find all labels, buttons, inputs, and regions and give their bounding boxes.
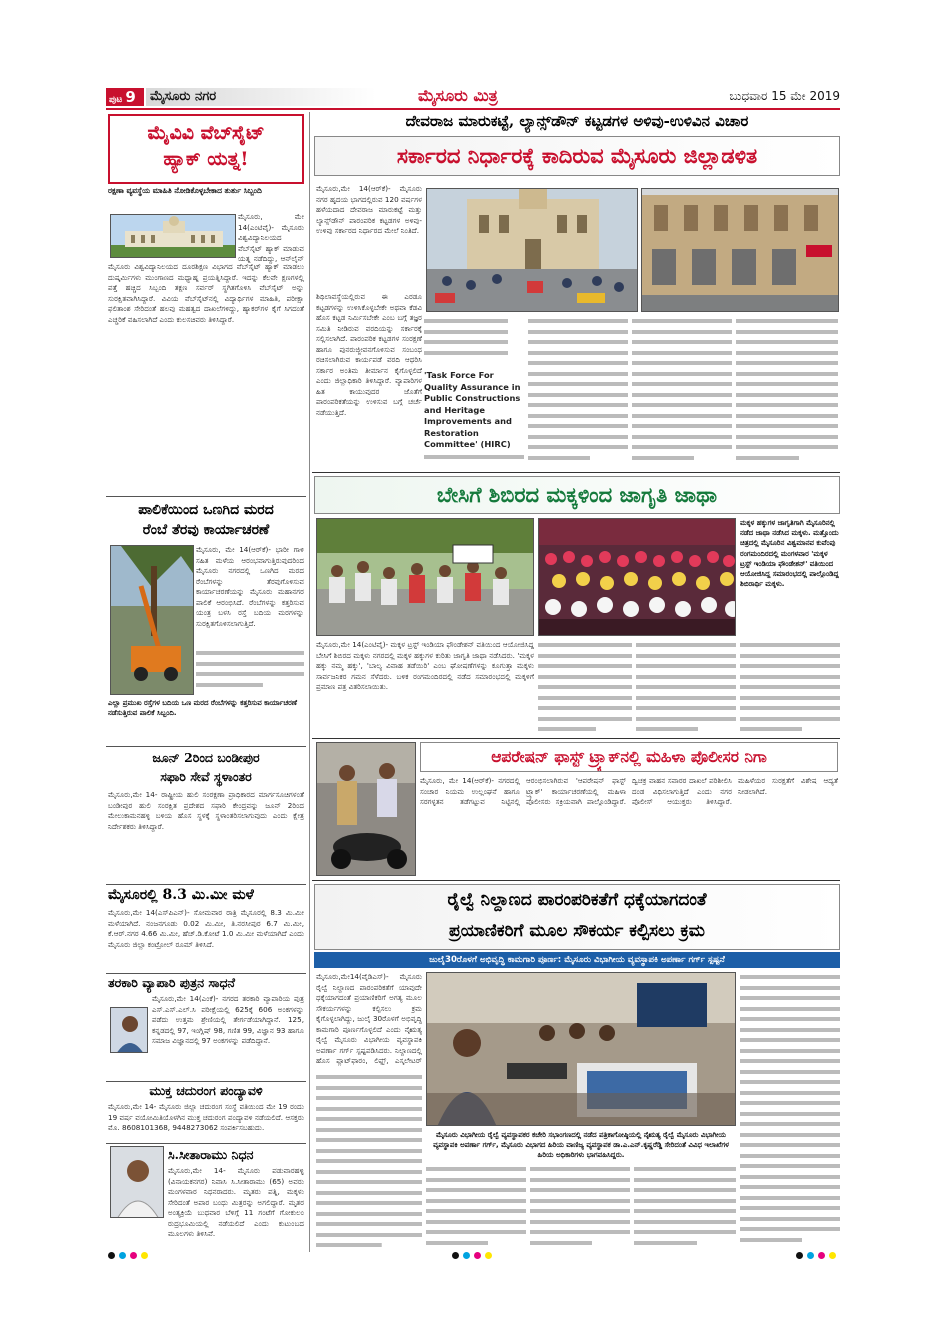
lead-body-col1: ಶಿಥಿಲಾವಸ್ಥೆಯಲ್ಲಿರುವ ಈ ಎರಡೂ ಕಟ್ಟಡಗಳನ್ನು ಉಳಿಸಿಕೊಳ್ಳಬೇಕೇ ಅಥವಾ ಕೆಡವಿ ಹೊಸ ಕಟ್ಟಡ ನಿರ್ಮಿಸಬೇಕೇ ಎಂಬ ಬಗ್ಗೆ ತಜ್ಞರ ಸಮಿತಿ ನೀಡಿರುವ ವರದಿಯನ್ನು ಸರ್ಕಾರಕ್ಕೆ ಸಲ್ಲಿಸಲಾಗಿದೆ. ಪಾರಂಪರಿಕ ಕಟ್ಟಡಗಳ ಸಂರಕ್ಷಣೆ ಹಾಗೂ ಪುನರುಜ್ಜೀವನಗೊಳಿಸುವ ಸಂಬಂಧ ರಚಿಸಲಾಗಿರುವ ಕಾರ್ಯಪಡೆ ವರದಿ ಆಧರಿಸಿ ಸರ್ಕಾರ ಅಂತಿಮ ತೀರ್ಮಾನ ಕೈಗೊಳ್ಳಲಿದೆ ಎಂದು ಜಿಲ್ಲಾಧಿಕಾರಿ ತಿಳಿಸಿದ್ದಾರೆ. ವ್ಯಾಪಾರಿಗಳ ಹಿತ ಕಾಯುವುದರ ಜೊತೆಗೆ ಪಾರಂಪರಿಕತೆಯನ್ನು ಉಳಿಸುವ ಬಗ್ಗೆ ಚರ್ಚೆ ನಡೆಯುತ್ತಿದೆ. [316, 292, 422, 417]
article-divider [106, 496, 306, 497]
bandipur-headline [108, 748, 304, 790]
market-crowd-illustration [427, 189, 638, 312]
tree-title-line2: ರೆಂಬೆ ತೆರವು ಕಾರ್ಯಾಚರಣೆ [142, 522, 270, 538]
vendor-title: ತರಕಾರಿ ವ್ಯಾಪಾರಿ ಪುತ್ರನ ಸಾಧನೆ [108, 975, 235, 990]
railway-strap: ಜುಲೈ30ರೊಳಗೆ ಅಭಿವೃದ್ಧಿ ಕಾಮಗಾರಿ ಪೂರ್ಣ: ಮೈಸೂರು ವಿಭಾಗೀಯ ವ್ಯವಸ್ಥಾಪಕಿ ಅಪರ್ಣಾ ಗರ್ಗ್ ಸ್ಪಷ್ಟನೆ [314, 952, 840, 968]
registration-marks-center [452, 1252, 492, 1260]
rally-caption: ಮಕ್ಕಳ ಹಕ್ಕುಗಳ ಜಾಗೃತಿಗಾಗಿ ಮೈಸೂರಿನಲ್ಲಿ ನಡೆದ ಜಾಥಾ ನಡೆಸಿದ ಮಕ್ಕಳು. ಮತ್ತೊಂದು ಚಿತ್ರದಲ್ಲಿ ಮೈಸೂರಿನ ವಿಶ್ವಮಾನವ ಕುವೆಂಪು ರಂಗಮಂದಿರದಲ್ಲಿ ಮಂಗಳವಾರ 'ಮಕ್ಕಳ ಟ್ರಸ್ಟ್ ಇಂಡಿಯಾ ಫೌಂಡೇಶನ್' ವತಿಯಿಂದ ಆಯೋಜಿಸಿದ್ದ ಸಮಾರಂಭದಲ್ಲಿ ಪಾಲ್ಗೊಂಡಿದ್ದ ಶಿಬಿರಾರ್ಥಿ ಮಕ್ಕಳು. [740, 519, 839, 589]
railway-body-col2 [426, 1164, 526, 1254]
article-divider [312, 472, 840, 473]
vendor-body: ಮೈಸೂರು,ಮೇ 14(ಎಂಕೆ)- ನಗರದ ತರಕಾರಿ ವ್ಯಾಪಾರಿಯ ಪುತ್ರ ಎಸ್.ಎಸ್.ಎಲ್.ಸಿ ಪರೀಕ್ಷೆಯಲ್ಲಿ 625ಕ್ಕೆ 606 ಅಂಕಗಳನ್ನು ಪಡೆದು ಉತ್ತಮ ಶ್ರೇಣಿಯಲ್ಲಿ ತೇರ್ಗಡೆಯಾಗಿದ್ದಾನೆ. 125, ಕನ್ನಡದಲ್ಲಿ 97, ಇಂಗ್ಲಿಷ್ 98, ಗಣಿತ 99, ವಿಜ್ಞಾನ 93 ಹಾಗೂ ಸಮಾಜ ವಿಜ್ಞಾನದಲ್ಲಿ 97 ಅಂಕಗಳನ್ನು ಪಡೆದಿದ್ದಾನೆ. [152, 994, 304, 1045]
police-body: ಮೈಸೂರು, ಮೇ 14(ಆರ್‌ಕೆ)- ನಗರದಲ್ಲಿ ಸಂಚಾರ ನಿಯಮ ಉಲ್ಲಂಘನೆ ಹಾಗೂ ಸರಗಳ್ಳತನ ತಡೆಗಟ್ಟುವ ನಿಟ್ಟಿನಲ್ಲಿ ಆರಂಭಿಸಲಾಗಿರುವ 'ಆಪರೇಷನ್ ಫಾಸ್ಟ್ ಟ್ರ್ಯಾಕ್' ಕಾರ್ಯಾಚರಣೆಯಲ್ಲಿ ಮಹಿಳಾ ಪೊಲೀಸರು ಸಕ್ರಿಯವಾಗಿ ಪಾಲ್ಗೊಂಡಿದ್ದಾರೆ. ದ್ವಿಚಕ್ರ ವಾಹನ ಸವಾರರ ದಾಖಲೆ ಪರಿಶೀಲಿಸಿ ದಂಡ ವಿಧಿಸಲಾಗುತ್ತಿದೆ ಎಂದು ನಗರ ಪೊಲೀಸ್ ಆಯುಕ್ತರು ತಿಳಿಸಿದ್ದಾರೆ. ಮಹಿಳೆಯರ ಸುರಕ್ಷತೆಗೆ ವಿಶೇಷ ಆದ್ಯತೆ ನೀಡಲಾಗಿದೆ. [420, 776, 838, 806]
section-name: ಮೈಸೂರು ನಗರ [146, 88, 376, 106]
registration-marks-right [796, 1252, 836, 1260]
railway-press-meet-photo [426, 972, 736, 1126]
page-number-box [106, 88, 144, 106]
lead-body-col5 [736, 316, 838, 470]
web-hack-title-line2: ಹ್ಯಾಕ್ ಯತ್ನ! [163, 148, 249, 170]
railway-title-box [314, 884, 840, 950]
university-building-illustration [111, 215, 236, 258]
railway-title-line2: ಪ್ರಯಾಣಿಕರಿಗೆ ಮೂಲ ಸೌಕರ್ಯ ಕಲ್ಪಿಸಲು ಕ್ರಮ [449, 921, 705, 941]
rally-title: ಬೇಸಿಗೆ ಶಿಬಿರದ ಮಕ್ಕಳಿಂದ ಜಾಗೃತಿ ಜಾಥಾ [436, 482, 718, 507]
bandipur-title-line1: ಜೂನ್ 2ರಿಂದ ಬಂಡೀಪುರ [152, 750, 260, 765]
tree-body-top: ಮೈಸೂರು, ಮೇ 14(ಆರ್‌ಕೆ)- ಭಾರೀ ಗಾಳಿ ಸಹಿತ ಮಳೆಯ ಆರಂಭವಾಗುತ್ತಿರುವುದರಿಂದ ಮೈಸೂರು ನಗರದಲ್ಲಿ ಒಣಗಿದ ಮರದ ರೆಂಬೆಗಳನ್ನು ತೆರವುಗೊಳಿಸುವ ಕಾರ್ಯಾಚರಣೆಯನ್ನು ಮೈಸೂರು ಮಹಾನಗರ ಪಾಲಿಕೆ ಆರಂಭಿಸಿದೆ. ರೆಂಬೆಗಳನ್ನು ಕತ್ತರಿಸುವ ಯಂತ್ರ ಬಳಸಿ ರಸ್ತೆ ಬದಿಯ ಮರಗಳನ್ನು ಸುರಕ್ಷಿತಗೊಳಿಸಲಾಗುತ್ತಿದೆ. [196, 545, 304, 628]
chess-body: ಮೈಸೂರು,ಮೇ 14- ಮೈಸೂರು ಜಿಲ್ಲಾ ಚದುರಂಗ ಸಂಸ್ಥೆ ವತಿಯಿಂದ ಮೇ 19 ರಂದು 19 ವರ್ಷ ವಯೋಮಿತಿಯೊಳಗಿನ ಮುಕ್ತ ಚದುರಂಗ ಪಂದ್ಯಾವಳಿ ನಡೆಯಲಿದೆ. ಆಸಕ್ತರು ಮೊ. 8608101368, 9448273062 ಸಂಪರ್ಕಿಸಬಹುದು. [108, 1102, 304, 1132]
issue-date: ಬುಧವಾರ 15 ಮೇ 2019 [729, 89, 840, 103]
lead-title-box [314, 136, 840, 176]
bandipur-body: ಮೈಸೂರು,ಮೇ 14- ರಾಷ್ಟ್ರೀಯ ಹುಲಿ ಸಂರಕ್ಷಣಾ ಪ್ರಾಧಿಕಾರದ ಮಾರ್ಗಸೂಚಿಗಳಂತೆ ಬಂಡೀಪುರ ಹುಲಿ ಸಂರಕ್ಷಿತ ಪ್ರದೇಶದ ಸಫಾರಿ ಕೇಂದ್ರವನ್ನು ಜೂನ್ 2ರಿಂದ ಮೇಲುಕಾಮನಹಳ್ಳಿ ಬಳಿಯ ಹೊಸ ಸ್ಥಳಕ್ಕೆ ಸ್ಥಳಾಂತರಿಸಲಾಗುವುದು ಎಂದು ಕ್ಷೇತ್ರ ನಿರ್ದೇಶಕರು ತಿಳಿಸಿದ್ದಾರೆ. [108, 790, 304, 831]
police-title-box [420, 742, 838, 772]
web-hack-title-box [108, 114, 304, 184]
women-police-photo [316, 742, 416, 876]
lead-body-col3 [528, 316, 628, 470]
web-hack-subtitle: ರಕ್ಷಣಾ ವ್ಯವಸ್ಥೆಯ ಮಾಹಿತಿ ನೋಡಿಕೊಳ್ಳಬೇಕಾದ ತುರ್ತು ಸಿಬ್ಬಂದಿ [108, 186, 262, 195]
rally-body-left: ಮೈಸೂರು,ಮೇ 14(ಎಂಟಿವೈ)- ಮಕ್ಕಳ ಟ್ರಸ್ಟ್ ಇಂಡಿಯಾ ಫೌಂಡೇಶನ್ ವತಿಯಿಂದ ಆಯೋಜಿಸಿದ್ದ ಬೇಸಿಗೆ ಶಿಬಿರದ ಮಕ್ಕಳು ನಗರದಲ್ಲಿ ಮಕ್ಕಳ ಹಕ್ಕುಗಳ ಕುರಿತು ಜಾಗೃತಿ ಜಾಥಾ ನಡೆಸಿದರು. 'ಮಕ್ಕಳ ಹಕ್ಕು ನಮ್ಮ ಹಕ್ಕು', 'ಬಾಲ್ಯ ವಿವಾಹ ತಡೆಯಿರಿ' ಎಂಬ ಘೋಷಣೆಗಳನ್ನು ಕೂಗುತ್ತಾ ಮಕ್ಕಳು ಸಾರ್ವಜನಿಕರ ಗಮನ ಸೆಳೆದರು. ಬಳಿಕ ರಂಗಮಂದಿರದಲ್ಲಿ ನಡೆದ ಸಮಾರಂಭದಲ್ಲಿ ಮಕ್ಕಳಿಗೆ ಪ್ರಮಾಣ ಪತ್ರ ವಿತರಿಸಲಾಯಿತು. [316, 640, 534, 691]
rally-body-col2 [538, 640, 632, 736]
page-header [106, 88, 840, 108]
lead-dateline: ಮೈಸೂರು,ಮೇ 14(ಆರ್‌ಕೆ)- ಮೈಸೂರು ನಗರ ಹೃದಯ ಭಾಗದಲ್ಲಿರುವ 120 ವರ್ಷಗಳ ಹಳೆಯದಾದ ದೇವರಾಜ ಮಾರುಕಟ್ಟೆ ಮತ್ತು ಲ್ಯಾನ್ಸ್‌ಡೌನ್ ಪಾರಂಪರಿಕ ಕಟ್ಟಡಗಳ ಅಳಿವು-ಉಳಿವು ಸರ್ಕಾರದ ನಿರ್ಧಾರದ ಮೇಲೆ ನಿಂತಿದೆ. [316, 184, 422, 235]
article-divider [312, 738, 840, 739]
lead-body-col2-top [424, 316, 508, 366]
heritage-building-illustration [642, 189, 839, 312]
rain-body: ಮೈಸೂರು,ಮೇ 14(ಎಸ್‌ಪಿಎನ್)- ಸೋಮವಾರ ರಾತ್ರಿ ಮೈಸೂರಲ್ಲಿ 8.3 ಮಿ.ಮೀ ಮಳೆಯಾಗಿದೆ. ನಂಜನಗೂಡು 0.02 ಮಿ.ಮೀ, ತಿ.ನರಸೀಪುರ 6.7 ಮಿ.ಮೀ, ಕೆ.ಆರ್.ನಗರ 4.66 ಮಿ.ಮೀ, ಹೆಚ್.ಡಿ.ಕೋಟೆ 1.0 ಮಿ.ಮೀ ಮಳೆಯಾಗಿದೆ ಎಂದು ಮೈಸೂರು ಜಿಲ್ಲಾ ಕಂಟ್ರೋಲ್ ರೂಮ್ ತಿಳಿಸಿದೆ. [108, 908, 304, 949]
children-march-illustration [317, 519, 534, 636]
railway-body-right [740, 972, 840, 1254]
rally-body-col3 [636, 640, 736, 736]
student-photo [110, 1007, 148, 1053]
lead-body-col4 [632, 316, 732, 470]
lansdowne-building-photo [641, 188, 839, 312]
rally-march-photo [316, 518, 534, 636]
registration-marks-left [108, 1252, 148, 1260]
obituary-body: ಮೈಸೂರು,ಮೇ 14- ಮೈಸೂರು ಪಡುವಾರಹಳ್ಳಿ (ವಿನಾಯಕನಗರ) ನಿವಾಸಿ ಸಿ.ಸೀತಾರಾಮು (65) ಅವರು ಮಂಗಳವಾರ ನಿಧನರಾದರು. ಮೃತರು ಪತ್ನಿ, ಮಕ್ಕಳು ಸೇರಿದಂತೆ ಅಪಾರ ಬಂಧು ಮಿತ್ರರನ್ನು ಅಗಲಿದ್ದಾರೆ. ಮೃತರ ಅಂತ್ಯಕ್ರಿಯೆ ಬುಧವಾರ ಬೆಳಿಗ್ಗೆ 11 ಗಂಟೆಗೆ ಗೋಕುಲಂ ರುದ್ರಭೂಮಿಯಲ್ಲಿ ನಡೆಯಲಿದೆ ಎಂದು ಕುಟುಂಬದ ಮೂಲಗಳು ತಿಳಿಸಿವೆ. [168, 1166, 304, 1238]
rain-title: ಮೈಸೂರಲ್ಲಿ 8.3 ಮಿ.ಮೀ ಮಳೆ [108, 887, 254, 903]
railway-body-col1 [316, 1072, 422, 1254]
elderly-man-portrait [111, 1147, 164, 1218]
web-hack-title-line1: ಮೈವಿವಿ ವೆಬ್‍ಸೈಟ್ [147, 122, 265, 144]
railway-caption: ಮೈಸೂರು ವಿಭಾಗೀಯ ರೈಲ್ವೆ ವ್ಯವಸ್ಥಾಪಕರ ಕಚೇರಿ ಸಭಾಂಗಣದಲ್ಲಿ ನಡೆದ ಪತ್ರಿಕಾಗೋಷ್ಠಿಯಲ್ಲಿ ನೈಋತ್ಯ ರೈಲ್ವೆ ಮೈಸೂರು ವಿಭಾಗೀಯ ವ್ಯವಸ್ಥಾಪಕಿ ಅಪರ್ಣಾ ಗರ್ಗ್, ಮೈಸೂರು ವಿಭಾಗದ ಹಿರಿಯ ವಾಣಿಜ್ಯ ವ್ಯವಸ್ಥಾಪಕ ಡಾ.ಎ.ಎನ್.ಕೃಷ್ಣರೆಡ್ಡಿ ಸೇರಿದಂತೆ ವಿವಿಧ ಇಲಾಖೆಗಳ ಹಿರಿಯ ಅಧಿಕಾರಿಗಳು ಭಾಗವಹಿಸಿದ್ದರು. [433, 1131, 729, 1159]
lead-title: ಸರ್ಕಾರದ ನಿರ್ಧಾರಕ್ಕೆ ಕಾದಿರುವ ಮೈಸೂರು ಜಿಲ್ಲಾಡಳಿತ [396, 143, 758, 168]
lead-kicker: ದೇವರಾಜ ಮಾರುಕಟ್ಟೆ, ಲ್ಯಾನ್ಸ್‌ಡೌನ್ ಕಟ್ಟಡಗಳ ಅಳಿವು-ಉಳಿವಿನ ವಿಚಾರ [405, 112, 749, 130]
auditorium-audience-illustration [539, 519, 736, 636]
article-divider [106, 1143, 306, 1144]
article-divider [106, 746, 306, 747]
crane-truck-illustration [111, 546, 194, 695]
railway-body-intro: ಮೈಸೂರು,ಮೇ14(ವೈಡಿಎಸ್)- ಮೈಸೂರು ರೈಲ್ವೆ ನಿಲ್ದಾಣದ ಪಾರಂಪರಿಕತೆಗೆ ಯಾವುದೇ ಧಕ್ಕೆಯಾಗದಂತೆ ಪ್ರಯಾಣಿಕರಿಗೆ ಅಗತ್ಯ ಮೂಲ ಸೌಕರ್ಯಗಳನ್ನು ಕಲ್ಪಿಸಲು ಕ್ರಮ ಕೈಗೊಳ್ಳಲಾಗಿದ್ದು, ಜುಲೈ 30ರೊಳಗೆ ಅಭಿವೃದ್ಧಿ ಕಾಮಗಾರಿ ಪೂರ್ಣಗೊಳ್ಳಲಿದೆ ಎಂದು ನೈಋತ್ಯ ರೈಲ್ವೆ ಮೈಸೂರು ವಿಭಾಗೀಯ ವ್ಯವಸ್ಥಾಪಕಿ ಅಪರ್ಣಾ ಗರ್ಗ್ ಸ್ಪಷ್ಟಪಡಿಸಿದರು. ನಿಲ್ದಾಣದಲ್ಲಿ ಹೊಸ ಪ್ಲಾಟ್‌ಫಾರಂ, ಲಿಫ್ಟ್, ಎಸ್ಕಲೇಟರ್ [316, 972, 422, 1065]
column-divider [309, 112, 310, 1252]
rally-title-box [314, 476, 840, 514]
police-checking-illustration [317, 743, 416, 876]
web-hack-body: ಮೈಸೂರು ವಿಶ್ವವಿದ್ಯಾನಿಲಯದ ದೂರಶಿಕ್ಷಣ ವಿಭಾಗದ ವೆಬ್‍ಸೈಟ್ ಹ್ಯಾಕ್ ಮಾಡಲು ದುಷ್ಕರ್ಮಿಗಳು ಮುಂಗಾಣದ ಮಧ್ಯಾಹ್ನ ಪ್ರಯತ್ನಿಸಿದ್ದಾರೆ. ಇದನ್ನು ಕೆಲವೇ ಕ್ಷಣಗಳಲ್ಲಿ ಪತ್ತೆ ಹಚ್ಚಿದ ಸಿಬ್ಬಂದಿ ತಕ್ಷಣ ಸರ್ವರ್ ಸ್ಥಗಿತಗೊಳಿಸಿ ವೆಬ್‍ಸೈಟ್ ಅನ್ನು ಸುರಕ್ಷಿತವಾಗಿಸಿದ್ದಾರೆ. ವಿವಿಯ ವೆಬ್‍ಸೈಟ್‍ನಲ್ಲಿ ವಿದ್ಯಾರ್ಥಿಗಳ ಮಾಹಿತಿ, ಪರೀಕ್ಷಾ ಫಲಿತಾಂಶ ಸೇರಿದಂತೆ ಹಲವು ಮಹತ್ವದ ದಾಖಲೆಗಳಿದ್ದು, ಹ್ಯಾಕರ್‌ಗಳ ಕೈಗೆ ಸಿಗದಂತೆ ಎಚ್ಚರಿಕೆ ವಹಿಸಲಾಗಿದೆ ಎಂದು ಕುಲಸಚಿವರು ತಿಳಿಸಿದ್ದಾರೆ. [108, 262, 304, 324]
masthead: ಮೈಸೂರು ಮಿತ್ರ [418, 86, 498, 105]
web-hack-dateline: ಮೈಸೂರು, ಮೇ 14(ಎಂಟಿವೈ)- ಮೈಸೂರು ವಿಶ್ವವಿದ್ಯಾನಿಲಯದ ವೆಬ್‍ಸೈಟ್ ಹ್ಯಾಕ್ ಮಾಡುವ ಯತ್ನ ನಡೆದಿದ್ದು, ಆನ್‍ಲೈನ್ [238, 212, 304, 263]
obituary-title: ಸಿ.ಸೀತಾರಾಮು ನಿಧನ [168, 1147, 254, 1162]
railway-body-col4 [634, 1164, 736, 1254]
lead-pullquote: 'Task Force For Quality Assurance in Public Constructions and Heritage Improvements and Restoration Committee' (HIRC) [424, 370, 521, 449]
page-label: ಪುಟ [109, 95, 123, 105]
tree-title-line1: ಪಾಲಿಕೆಯಿಂದ ಒಣಗಿದ ಮರದ [138, 502, 274, 518]
article-divider [312, 880, 840, 881]
police-title: ಆಪರೇಷನ್ ಫಾಸ್ಟ್ ಟ್ರ್ಯಾಕ್‌ನಲ್ಲಿ ಮಹಿಳಾ ಪೊಲೀಸರ ನಿಗಾ [491, 747, 767, 766]
tree-headline [108, 500, 304, 544]
tree-cutting-photo [110, 545, 194, 695]
tree-body-filler [196, 648, 304, 696]
lead-body-col2-bottom [424, 452, 524, 470]
chess-title: ಮುಕ್ತ ಚದುರಂಗ ಪಂದ್ಯಾವಳಿ [149, 1083, 263, 1098]
tree-caption: ಎಲ್ಲಾ ಪ್ರಮುಖ ರಸ್ತೆಗಳ ಬದಿಯ ಒಣ ಮರದ ರೆಂಬೆಗಳನ್ನು ಕತ್ತರಿಸುವ ಕಾರ್ಯಾಚರಣೆ ನಡೆಸುತ್ತಿರುವ ಪಾಲಿಕೆ ಸಿಬ್ಬಂದಿ. [108, 699, 297, 717]
page-number: 9 [125, 88, 136, 106]
rally-body-col4 [740, 640, 840, 736]
railway-title-line1: ರೈಲ್ವೆ ನಿಲ್ದಾಣದ ಪಾರಂಪರಿಕತೆಗೆ ಧಕ್ಕೆಯಾಗದಂತೆ [447, 890, 707, 910]
railway-body-col3 [530, 1164, 630, 1254]
press-conference-illustration [427, 973, 736, 1126]
rally-auditorium-photo [538, 518, 736, 636]
obituary-photo [110, 1146, 164, 1218]
devaraja-market-photo [426, 188, 638, 312]
student-portrait [111, 1008, 148, 1053]
university-photo [110, 214, 236, 258]
bandipur-title-line2: ಸಫಾರಿ ಸೇವೆ ಸ್ಥಳಾಂತರ [160, 769, 252, 784]
